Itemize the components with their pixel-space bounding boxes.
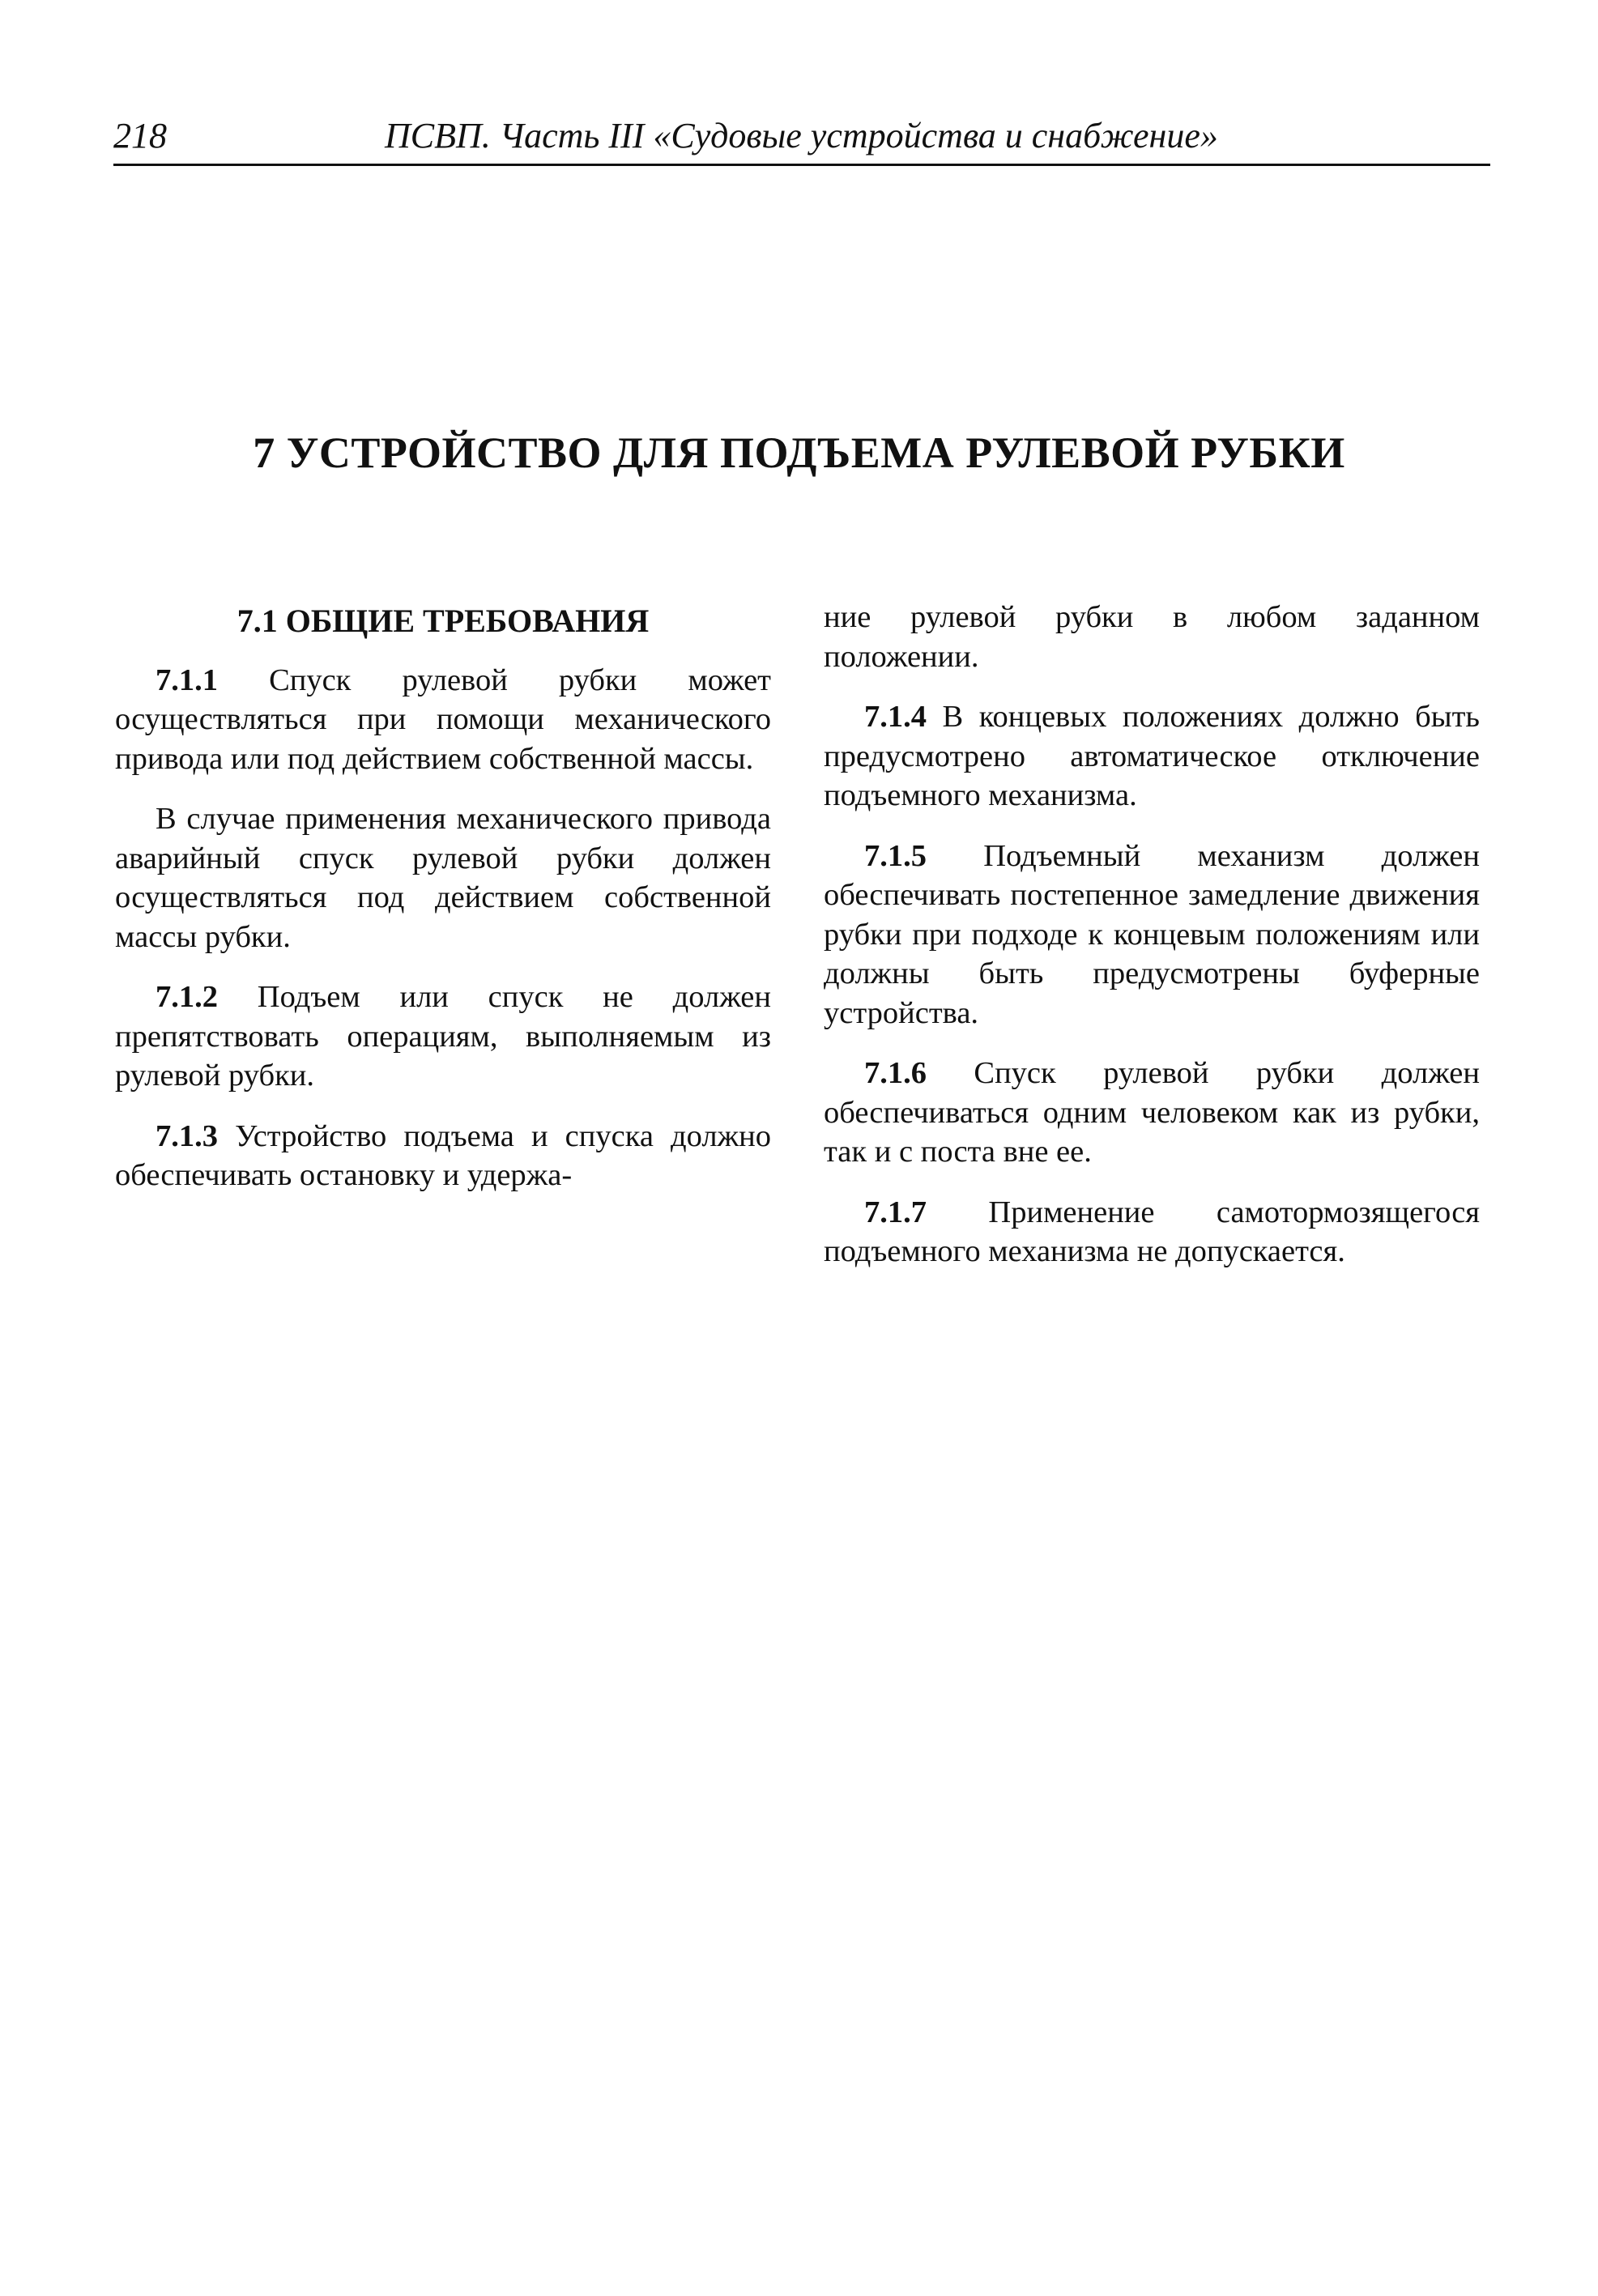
paragraph-7-1-6 xyxy=(824,1054,1480,1172)
paragraph-number: 7.1.1 xyxy=(156,662,218,697)
paragraph-text: Применение самотормозящегося подъемного механизма не допускается. xyxy=(824,1195,1480,1268)
paragraph-7-1-1-cont xyxy=(115,799,771,956)
paragraph-7-1-3 xyxy=(115,1117,771,1195)
running-header xyxy=(113,113,1490,166)
paragraph-number: 7.1.3 xyxy=(156,1118,218,1153)
page-number: 218 xyxy=(113,116,167,155)
paragraph-number: 7.1.5 xyxy=(864,838,927,873)
paragraph-text: В случае применения механического привода аварийный спуск рулевой рубки должен осуществляться под действием собственной массы рубки. xyxy=(115,802,771,954)
paragraph-7-1-5 xyxy=(824,837,1480,1033)
paragraph-7-1-7 xyxy=(824,1193,1480,1272)
paragraph-text: Устройство подъема и спуска должно обеспечивать остановку и удержа- xyxy=(115,1118,771,1192)
paragraph-number: 7.1.2 xyxy=(156,980,218,1014)
paragraph-text: Подъем или спуск не должен препятствовать операциям, выполняемым из рулевой рубки. xyxy=(115,980,771,1093)
paragraph-7-1-2 xyxy=(115,978,771,1096)
chapter-title: 7 УСТРОЙСТВО ДЛЯ ПОДЪЕМА РУЛЕВОЙ РУБКИ xyxy=(253,428,1345,477)
paragraph-text: В концевых положениях должно быть предусмотрено автоматическое отключение подъемного механизма. xyxy=(824,700,1480,812)
running-header-title: ПСВП. Часть III «Судовые устройства и снабжение» xyxy=(385,116,1218,155)
paragraph-7-1-1 xyxy=(115,661,771,779)
paragraph-text: Подъемный механизм должен обеспечивать постепенное замедление движения рубки при подходе к концевым положениям или должны быть предусмотрены буферные устройства. xyxy=(824,838,1480,1030)
right-column xyxy=(824,598,1480,1293)
section-heading: 7.1 ОБЩИЕ ТРЕБОВАНИЯ xyxy=(237,603,650,639)
paragraph-number: 7.1.4 xyxy=(864,700,927,734)
paragraph-text: Спуск рулевой рубки может осуществляться при помощи механического привода или под действием собственной массы. xyxy=(115,662,771,776)
paragraph-number: 7.1.7 xyxy=(864,1195,927,1229)
paragraph-number: 7.1.6 xyxy=(864,1056,927,1090)
left-column xyxy=(115,598,771,1216)
paragraph-7-1-4 xyxy=(824,697,1480,816)
paragraph-text: Спуск рулевой рубки должен обеспечиваться одним человеком как из рубки, так и с поста вне ее. xyxy=(824,1056,1480,1169)
paragraph-7-1-3-cont: ние рулевой рубки в любом заданном положении. xyxy=(824,600,1480,674)
